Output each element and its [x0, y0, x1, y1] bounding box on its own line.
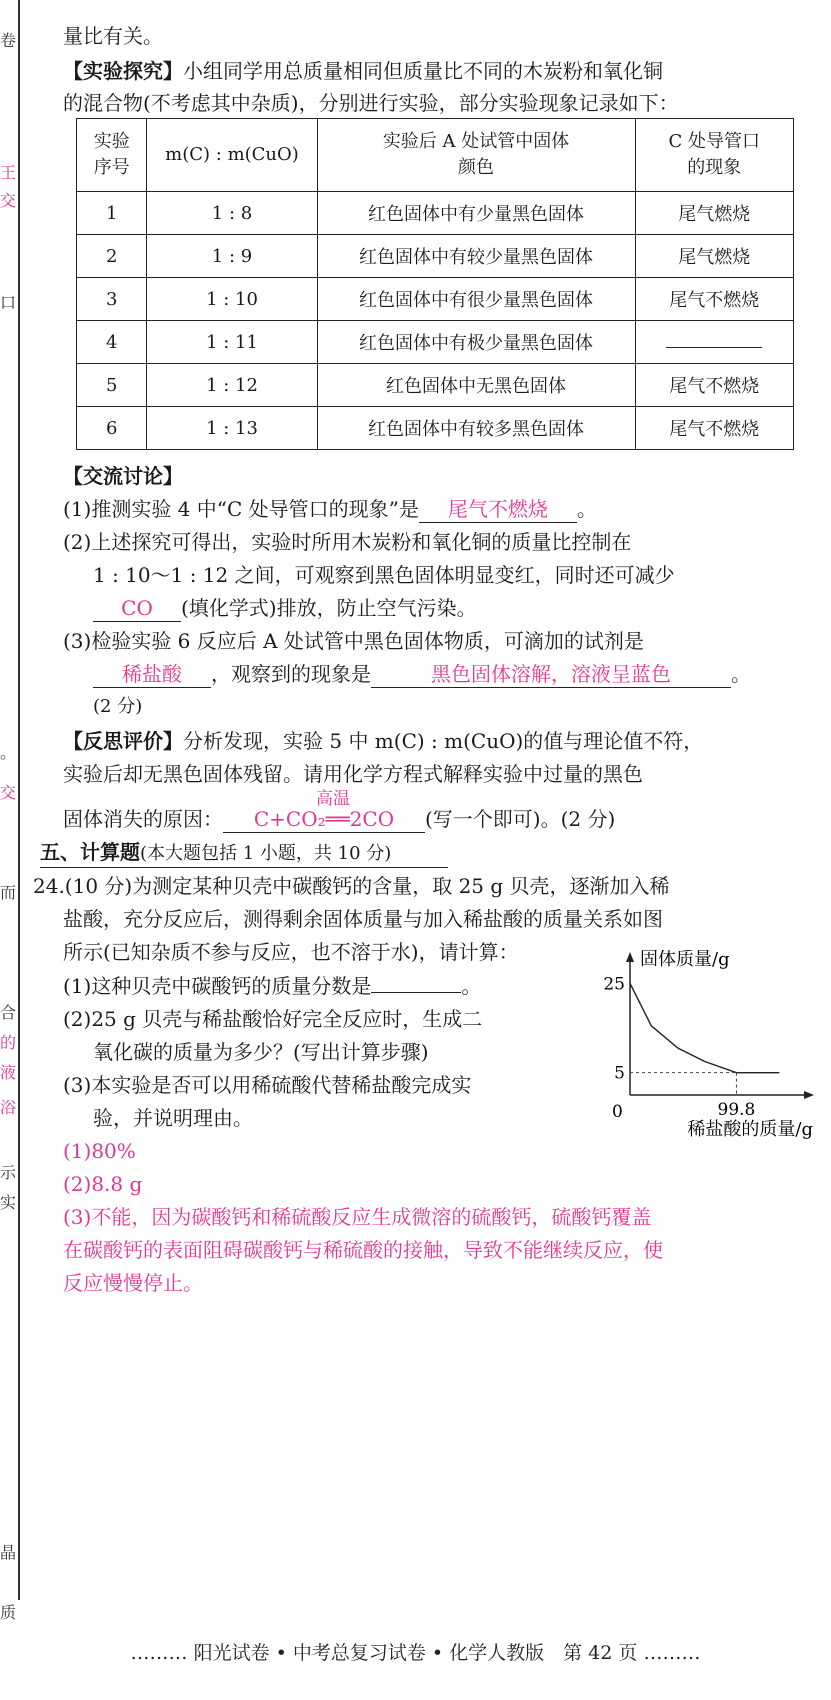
table-header-cell: 实验 序号 — [77, 119, 147, 192]
table-cell: 尾气不燃烧 — [635, 407, 793, 450]
text-line: 24.(10 分)为测定某种贝壳中碳酸钙的含量，取 25 g 贝壳，逐渐加入稀 — [33, 874, 670, 898]
table-cell: 3 — [77, 278, 147, 321]
margin-char: 合 — [0, 1003, 17, 1022]
table-cell: 尾气不燃烧 — [635, 364, 793, 407]
reflection-answer-line — [63, 805, 615, 833]
answer-3: (3)不能，因为碳酸钙和稀硫酸反应生成微溶的硫酸钙，硫酸钙覆盖 — [63, 1205, 652, 1229]
x-tick-label: 99.8 — [717, 1100, 756, 1120]
answer-equation: C+CO₂══2CO — [223, 806, 425, 833]
text: 小组同学用总质量相同但质量比不同的木炭粉和氧化铜 — [183, 59, 663, 83]
question-3-answer-line — [93, 660, 751, 688]
experiment-table — [76, 118, 794, 450]
margin-char: 交 — [0, 783, 17, 802]
section-label: 【实验探究】 — [63, 59, 183, 83]
section-note: (本大题包括 1 小题，共 10 分) — [140, 843, 392, 864]
page-footer: ……… 阳光试卷 • 中考总复习试卷 • 化学人教版 第 42 页 ……… — [130, 1642, 701, 1664]
table-cell: 红色固体中有较多黑色固体 — [317, 407, 635, 450]
table-cell — [635, 321, 793, 364]
origin-label: 0 — [612, 1102, 623, 1122]
margin-char: 液 — [0, 1063, 17, 1082]
text: 。 — [461, 974, 482, 998]
table-row — [77, 278, 794, 321]
table-cell: 红色固体中无黑色固体 — [317, 364, 635, 407]
margin-char: 而 — [0, 883, 17, 902]
table-cell: 1 : 10 — [147, 278, 317, 321]
mass-chart — [595, 950, 815, 1140]
margin-rule — [18, 0, 20, 1600]
table-cell: 尾气燃烧 — [635, 192, 793, 235]
table-cell: 红色固体中有较少量黑色固体 — [317, 235, 635, 278]
x-axis-label: 稀盐酸的质量/g — [687, 1119, 813, 1140]
x-axis-arrow — [804, 1091, 814, 1099]
answer-blank: CO — [93, 595, 181, 622]
text: 。 — [576, 497, 597, 521]
experiment-heading-line — [63, 57, 663, 85]
section-label — [63, 462, 183, 490]
margin-char: 晶 — [0, 1543, 17, 1562]
text: ，观察到的现象是 — [211, 662, 371, 686]
table-cell: 红色固体中有很少量黑色固体 — [317, 278, 635, 321]
margin-char: 浴 — [0, 1098, 17, 1117]
margin-char: 卷 — [0, 31, 17, 50]
table-cell: 1 : 8 — [147, 192, 317, 235]
text: (写一个即可)。(2 分) — [425, 807, 616, 831]
text-line: 量比有关。 — [63, 24, 163, 48]
section-5-heading — [40, 838, 391, 868]
text: 固体消失的原因： — [63, 807, 223, 831]
score-note: (2 分) — [93, 696, 143, 717]
margin-char: 质 — [0, 1603, 17, 1622]
table-cell: 尾气不燃烧 — [635, 278, 793, 321]
reaction-condition: 高温 — [316, 789, 350, 809]
y-tick-label: 5 — [614, 1063, 625, 1084]
margin-char: 王 — [0, 163, 17, 182]
text-line: (2)上述探究可得出，实验时所用木炭粉和氧化铜的质量比控制在 — [63, 530, 632, 554]
text: (1)推测实验 4 中“C 处导管口的现象”是 — [63, 497, 419, 521]
margin-char: 实 — [0, 1193, 17, 1212]
text: (填化学式)排放，防止空气污染。 — [181, 596, 477, 620]
answer-2: (2)8.8 g — [63, 1172, 143, 1196]
table-cell: 1 : 13 — [147, 407, 317, 450]
table-row — [77, 192, 794, 235]
text-line: (3)检验实验 6 反应后 A 处试管中黑色固体物质，可滴加的试剂是 — [63, 629, 644, 653]
text-line: 验，并说明理由。 — [93, 1106, 253, 1130]
section-underline — [40, 867, 448, 868]
margin-char: 示 — [0, 1163, 17, 1182]
sub-question-1 — [63, 972, 481, 1000]
y-tick-label: 25 — [603, 974, 625, 995]
margin-char: 的 — [0, 1033, 17, 1052]
data-line — [630, 983, 779, 1072]
table-cell: 红色固体中有极少量黑色固体 — [317, 321, 635, 364]
table-header-cell: m(C) : m(CuO) — [147, 119, 317, 192]
table-cell: 6 — [77, 407, 147, 450]
table-cell: 2 — [77, 235, 147, 278]
table-cell: 1 : 11 — [147, 321, 317, 364]
text-line: 的混合物(不考虑其中杂质)，分别进行实验，部分实验现象记录如下： — [63, 91, 679, 115]
table-cell: 4 — [77, 321, 147, 364]
y-axis-label: 固体质量/g — [640, 950, 730, 970]
text-line: 所示(已知杂质不参与反应，也不溶于水)，请计算： — [63, 940, 519, 964]
text: 。 — [731, 662, 751, 686]
table-body — [77, 192, 794, 450]
margin-char: 交 — [0, 191, 17, 210]
table-cell: 1 — [77, 192, 147, 235]
answer-blank: 稀盐酸 — [93, 661, 211, 688]
question-2-answer-line — [93, 594, 477, 622]
text: (1)这种贝壳中碳酸钙的质量分数是 — [63, 974, 372, 998]
margin-char: 口 — [0, 293, 17, 312]
section-label-text: 【交流讨论】 — [63, 464, 183, 488]
table-row — [77, 321, 794, 364]
table-cell: 1 : 12 — [147, 364, 317, 407]
table-cell: 1 : 9 — [147, 235, 317, 278]
answer-3: 在碳酸钙的表面阻碍碳酸钙与稀硫酸的接触，导致不能继续反应，使 — [63, 1238, 663, 1262]
answer-blank: 黑色固体溶解，溶液呈蓝色 — [371, 661, 731, 688]
y-axis-arrow — [626, 952, 634, 962]
question-1 — [63, 495, 597, 523]
section-title: 五、计算题 — [40, 840, 140, 864]
table-row — [77, 407, 794, 450]
table-cell: 红色固体中有少量黑色固体 — [317, 192, 635, 235]
text-line: 实验后却无黑色固体残留。请用化学方程式解释实验中过量的黑色 — [63, 762, 643, 786]
answer-1: (1)80% — [63, 1139, 136, 1163]
table-header-cell: C 处导管口 的现象 — [635, 119, 793, 192]
text-line: (2)25 g 贝壳与稀盐酸恰好完全反应时，生成二 — [63, 1007, 483, 1031]
table-row — [77, 364, 794, 407]
table-header-cell: 实验后 A 处试管中固体 颜色 — [317, 119, 635, 192]
answer-blank: 尾气不燃烧 — [419, 496, 577, 523]
text-line: 1 : 10～1 : 12 之间，可观察到黑色固体明显变红，同时还可减少 — [93, 563, 675, 587]
text-line: 氧化碳的质量为多少？(写出计算步骤) — [93, 1040, 429, 1064]
table-cell: 尾气燃烧 — [635, 235, 793, 278]
text-line: 盐酸，充分反应后，测得剩余固体质量与加入稀盐酸的质量关系如图 — [63, 907, 663, 931]
margin-char: 。 — [0, 743, 17, 762]
section-label: 【反思评价】 — [63, 729, 183, 753]
table-cell: 5 — [77, 364, 147, 407]
text: 分析发现，实验 5 中 m(C) : m(CuO)的值与理论值不符， — [183, 729, 704, 753]
text-line: (3)本实验是否可以用稀硫酸代替稀盐酸完成实 — [63, 1073, 472, 1097]
answer-3: 反应慢慢停止。 — [63, 1271, 203, 1295]
reflection-line — [63, 727, 703, 755]
table-header-row — [77, 119, 794, 192]
table-row — [77, 235, 794, 278]
